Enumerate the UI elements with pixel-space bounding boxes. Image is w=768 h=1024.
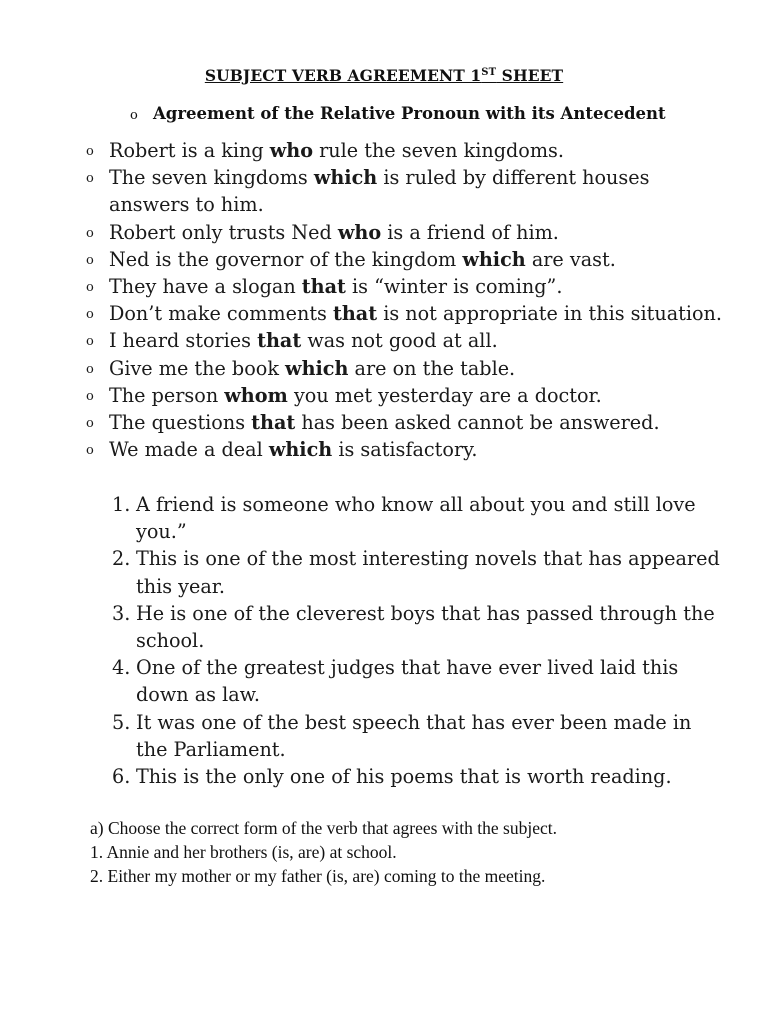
exercise-line: 1. Annie and her brothers (is, are) at school. bbox=[90, 842, 397, 863]
relative-pronoun: who bbox=[269, 139, 314, 162]
circle-bullet-icon: o bbox=[86, 280, 94, 296]
relative-pronoun: which bbox=[462, 247, 526, 271]
bullet-sentence bbox=[84, 327, 724, 354]
section-subheading bbox=[130, 104, 666, 123]
numbered-sentence bbox=[108, 654, 728, 708]
numbered-sentence bbox=[108, 545, 728, 599]
numbered-sentence bbox=[108, 709, 728, 763]
sentence-text: rule the seven kingdoms. bbox=[313, 139, 564, 162]
sentence-text: are on the table. bbox=[348, 356, 516, 380]
relative-pronoun: which bbox=[268, 438, 333, 462]
sentence-text: I heard stories bbox=[109, 329, 258, 353]
bullet-sentence bbox=[84, 409, 724, 436]
sentence-text: is “winter is coming”. bbox=[345, 275, 563, 299]
numbered-sentence bbox=[108, 600, 728, 654]
circle-bullet-icon: o bbox=[86, 443, 94, 459]
circle-bullet-icon: o bbox=[86, 171, 94, 187]
circle-bullet-icon: o bbox=[86, 252, 94, 268]
numbered-sentence bbox=[108, 491, 728, 545]
sentence-text: is a friend of him. bbox=[381, 220, 559, 244]
relative-pronoun: which bbox=[313, 166, 378, 190]
sentence-text: is ruled by different houses answers to him. bbox=[109, 166, 650, 217]
bullet-sentence bbox=[84, 164, 724, 218]
sentence-text: This is the only one of his poems that is worth reading. bbox=[136, 765, 672, 789]
circle-bullet-icon: o bbox=[86, 361, 94, 377]
sentence-text: you met yesterday are a doctor. bbox=[287, 383, 602, 407]
numbered-sentence-list bbox=[108, 491, 728, 790]
relative-pronoun: who bbox=[337, 220, 382, 244]
sentence-text: They have a slogan bbox=[109, 275, 302, 299]
numbered-sentence bbox=[108, 763, 728, 790]
item-number: 2. bbox=[112, 547, 131, 571]
bullet-sentence-list bbox=[84, 137, 724, 463]
sentence-text: is not appropriate in this situation. bbox=[377, 302, 723, 326]
sentence-text: Robert only trusts Ned bbox=[109, 220, 338, 244]
sentence-text: Ned is the governor of the kingdom bbox=[109, 247, 463, 271]
sentence-text: It was one of the best speech that has ever been made in the Parliament. bbox=[136, 710, 692, 761]
title-superscript: ST bbox=[481, 66, 497, 78]
bullet-sentence bbox=[84, 273, 724, 300]
circle-bullet-icon: o bbox=[86, 225, 94, 241]
relative-pronoun: whom bbox=[224, 383, 288, 407]
sentence-text: This is one of the most interesting novels that has appeared this year. bbox=[136, 547, 720, 598]
sentence-text: He is one of the cleverest boys that has passed through the school. bbox=[136, 601, 715, 653]
circle-bullet-icon: o bbox=[130, 108, 138, 123]
exercise-instruction: a) Choose the correct form of the verb that agrees with the subject. bbox=[90, 818, 557, 838]
relative-pronoun: that bbox=[301, 275, 346, 299]
subheading-text: Agreement of the Relative Pronoun with its Antecedent bbox=[153, 104, 666, 123]
bullet-sentence bbox=[84, 436, 724, 463]
sentence-text: One of the greatest judges that have ever lived laid this down as law. bbox=[136, 656, 679, 707]
sentence-text: is satisfactory. bbox=[332, 438, 478, 462]
circle-bullet-icon: o bbox=[86, 307, 94, 323]
sentence-text: A friend is someone who know all about you and still love you.” bbox=[136, 493, 696, 544]
bullet-sentence bbox=[84, 137, 724, 164]
exercise-line: 2. Either my mother or my father (is, are) coming to the meeting. bbox=[90, 866, 546, 887]
relative-pronoun: that bbox=[257, 329, 302, 353]
sentence-text: The questions bbox=[109, 411, 252, 435]
sentence-text: The seven kingdoms bbox=[109, 166, 314, 190]
sentence-text: The person bbox=[109, 383, 225, 407]
sentence-text: are vast. bbox=[525, 247, 616, 271]
item-number: 3. bbox=[112, 601, 131, 625]
bullet-sentence bbox=[84, 300, 724, 327]
sentence-text: We made a deal bbox=[109, 438, 269, 462]
relative-pronoun: which bbox=[285, 356, 349, 380]
bullet-sentence bbox=[84, 246, 724, 273]
sentence-text: Don’t make comments bbox=[109, 302, 333, 326]
sentence-text: has been asked cannot be answered. bbox=[295, 411, 660, 435]
circle-bullet-icon: o bbox=[86, 334, 94, 350]
bullet-sentence bbox=[84, 355, 724, 382]
circle-bullet-icon: o bbox=[86, 144, 94, 159]
item-number: 6. bbox=[112, 765, 131, 789]
sentence-text: Robert is a king bbox=[109, 139, 270, 162]
item-number: 4. bbox=[112, 656, 131, 680]
relative-pronoun: that bbox=[332, 302, 378, 326]
bullet-sentence bbox=[84, 219, 724, 246]
circle-bullet-icon: o bbox=[86, 416, 94, 432]
item-number: 5. bbox=[112, 710, 131, 734]
title-tail: SHEET bbox=[496, 66, 564, 85]
title-main: SUBJECT VERB AGREEMENT 1 bbox=[204, 66, 482, 85]
page-title bbox=[0, 66, 768, 85]
sentence-text: Give me the book bbox=[109, 356, 286, 380]
bullet-sentence bbox=[84, 382, 724, 409]
circle-bullet-icon: o bbox=[86, 388, 94, 404]
exercise-section bbox=[90, 816, 730, 889]
item-number: 1. bbox=[112, 493, 131, 516]
sentence-text: was not good at all. bbox=[301, 329, 498, 353]
relative-pronoun: that bbox=[251, 411, 296, 435]
